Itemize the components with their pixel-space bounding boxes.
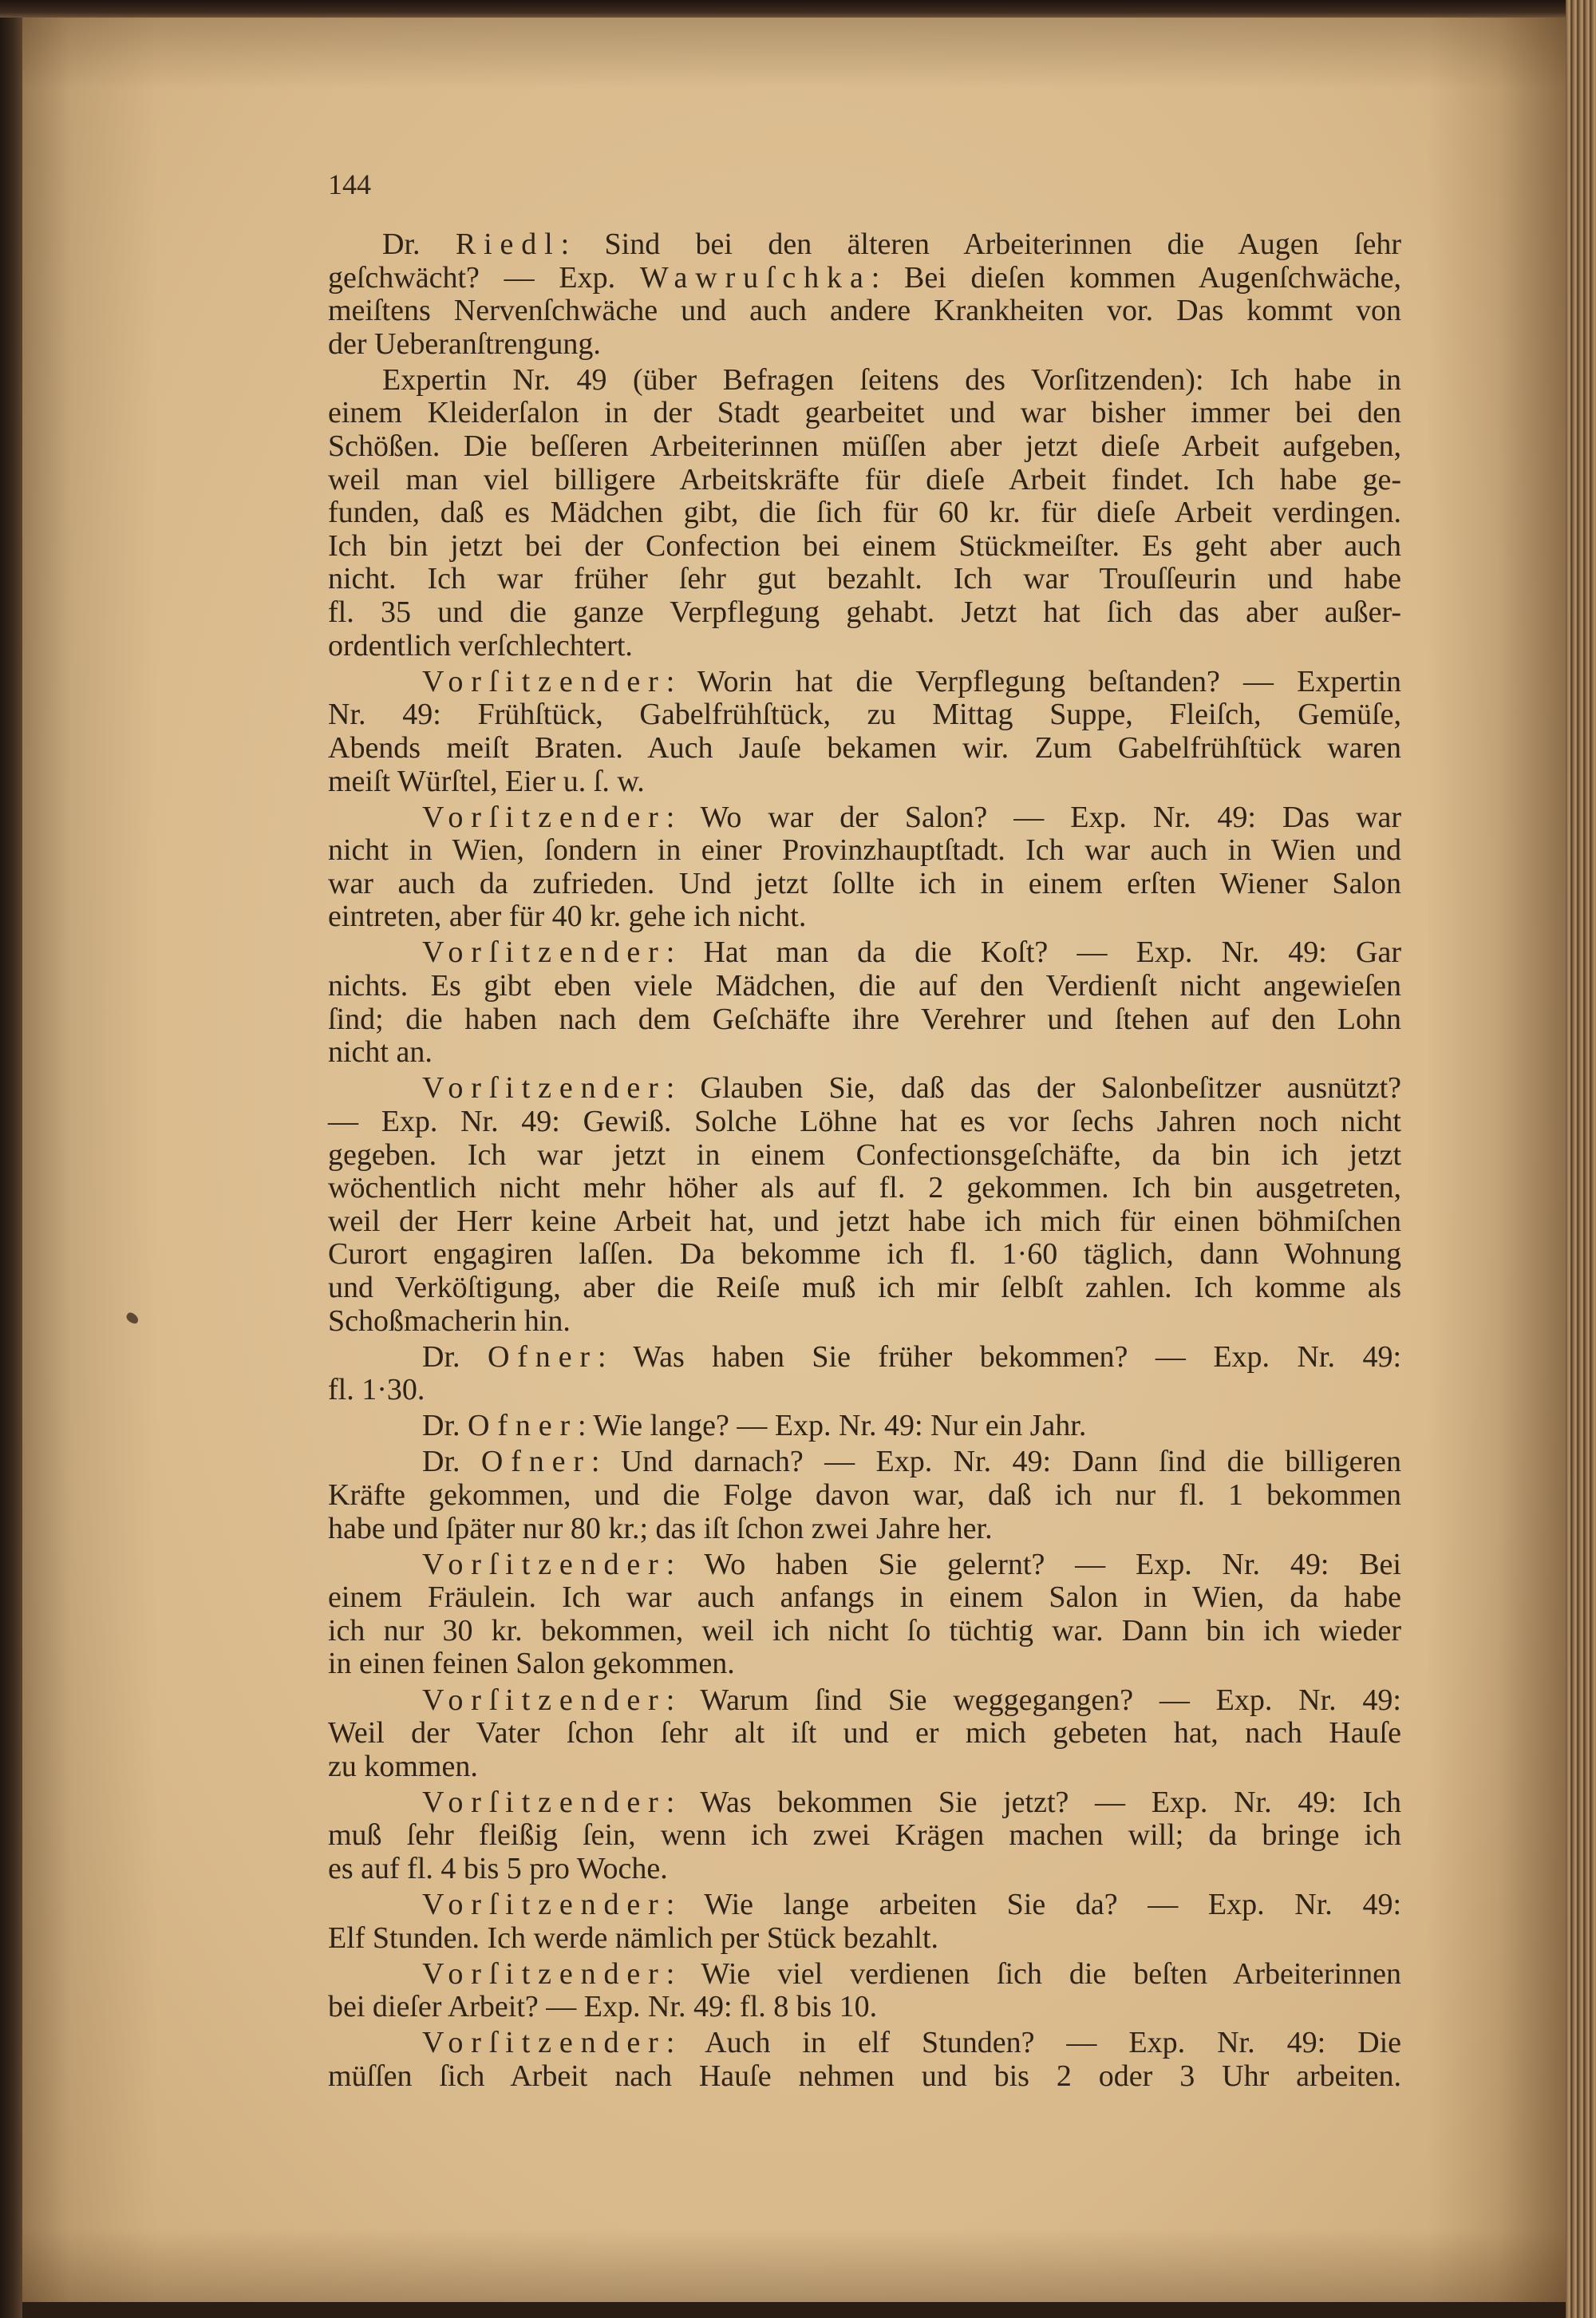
text-line	[328, 1341, 1401, 1375]
text-line	[328, 262, 1401, 295]
book-page-edges	[1566, 0, 1596, 2318]
text-line: weil man viel billigere Arbeitskräfte für dieſe Arbeit findet. Ich habe ge-	[328, 462, 1401, 496]
text-line: Kräfte gekommen, und die Folge davon war, daß ich nur fl. 1 bekommen	[328, 1477, 1401, 1512]
text-line: habe und ſpäter nur 80 kr.; das iſt ſchon zwei Jahre her.	[328, 1511, 993, 1545]
text-line: wöchentlich nicht mehr höher als auf fl. 2 gekommen. Ich bin ausgetreten,	[328, 1171, 1401, 1205]
speaker-name: Vorſitzender	[422, 2026, 666, 2060]
text-line: in einen feinen Salon gekommen.	[328, 1647, 735, 1681]
text-line	[328, 936, 1401, 970]
line-text: : Was haben Sie früher bekommen? — Exp. Nr. 49:	[597, 1339, 1401, 1374]
paragraph	[328, 801, 1401, 934]
text-line: ich nur 30 kr. bekommen, weil ich nicht ſo tüchtig war. Dann bin ich wieder	[328, 1613, 1401, 1648]
paragraph	[328, 228, 1401, 361]
speaker-title: Dr.	[422, 1409, 468, 1443]
line-text: : Wo war der Salon? — Exp. Nr. 49: Das war	[666, 800, 1401, 834]
line-text: : Hat man da die Koſt? — Exp. Nr. 49: Gar	[666, 936, 1401, 970]
speaker-title: Dr.	[422, 1339, 488, 1374]
line-text: : Glauben Sie, daß das der Salonbeſitzer ausnützt?	[666, 1071, 1401, 1106]
speaker-name: Vorſitzender	[422, 1956, 666, 1991]
text-line: meiſtens Nervenſchwäche und auch andere Krankheiten vor. Das kommt von	[328, 294, 1401, 328]
line-text: : Bei dieſen kommen Augenſchwäche,	[871, 260, 1401, 295]
paragraph	[328, 2027, 1401, 2093]
line-text: : Warum ſind Sie weggegangen? — Exp. Nr. 49:	[666, 1683, 1401, 1717]
paragraph	[328, 1072, 1401, 1338]
paragraph	[328, 936, 1401, 1069]
line-text: : Was bekommen Sie jetzt? — Exp. Nr. 49: Ich	[666, 1785, 1401, 1819]
paragraph	[328, 1446, 1401, 1545]
text-line: ordentlich verſchlechtert.	[328, 628, 633, 663]
text-line: Ich bin jetzt bei der Confection bei einem Stückmeiſter. Es geht aber auch	[328, 528, 1401, 563]
text-line: fl. 1·30.	[328, 1373, 425, 1407]
line-text: : Und darnach? — Exp. Nr. 49: Dann ſind die billigeren	[591, 1445, 1401, 1479]
speaker-name: Vorſitzender	[422, 1785, 666, 1819]
text-line: Schoßmacherin hin.	[328, 1303, 571, 1338]
text-line: es auf fl. 4 bis 5 pro Woche.	[328, 1852, 668, 1885]
text-line: Nr. 49: Frühſtück, Gabelfrühſtück, zu Mittag Suppe, Fleiſch, Gemüſe,	[328, 698, 1401, 732]
line-text: : Sind bei den älteren Arbeiterinnen die Augen ſehr	[560, 227, 1402, 261]
book-binding-edge	[0, 0, 22, 2318]
text-line: Schößen. Die beſſeren Arbeiterinnen müſſen aber jetzt dieſe Arbeit aufgeben,	[328, 429, 1401, 464]
text-line	[328, 1410, 1401, 1443]
text-line: muß ſehr fleißig ſein, wenn ich zwei Krägen machen will; da bringe ich	[328, 1818, 1401, 1853]
speaker-name: Wawruſchka	[639, 260, 871, 295]
text-line: nicht in Wien, ſondern in einer Provinzhauptſtadt. Ich war auch in Wien und	[328, 833, 1401, 868]
speaker-name: Vorſitzender	[422, 664, 666, 698]
text-line: bei dieſer Arbeit? — Exp. Nr. 49: fl. 8 bis 10.	[328, 1990, 878, 2024]
text-line: zu kommen.	[328, 1749, 478, 1783]
speaker-name: Vorſitzender	[422, 800, 666, 834]
body-text	[328, 228, 1401, 2094]
text-line	[328, 1889, 1401, 1922]
line-text: : Wie lange arbeiten Sie da? — Exp. Nr. 49:	[666, 1888, 1401, 1922]
paragraph	[328, 1410, 1401, 1443]
text-line: Weil der Vater ſchon ſehr alt iſt und er mich gebeten hat, nach Hauſe	[328, 1716, 1401, 1750]
text-line	[328, 1549, 1401, 1582]
text-line: einem Kleiderſalon in der Stadt gearbeitet und war bisher immer bei den	[328, 396, 1401, 430]
text-line: der Ueberanſtrengung.	[328, 326, 601, 361]
text-line	[328, 666, 1401, 699]
speaker-name: Vorſitzender	[422, 1547, 666, 1581]
paragraph	[328, 364, 1401, 663]
text-line: gegeben. Ich war jetzt in einem Confectionsgeſchäfte, da bin ich jetzt	[328, 1137, 1401, 1172]
page-number: 144	[328, 168, 371, 200]
text-line	[328, 1786, 1401, 1820]
paragraph	[328, 1341, 1401, 1407]
text-line: Elf Stunden. Ich werde nämlich per Stück bezahlt.	[328, 1920, 939, 1955]
text-line: meiſt Würſtel, Eier u. ſ. w.	[328, 764, 645, 798]
text-line	[328, 1072, 1401, 1106]
text-line: Expertin Nr. 49 (über Befragen ſeitens des Vorſitzenden): Ich habe in	[382, 362, 1401, 397]
text-line	[328, 2027, 1401, 2060]
speaker-name: Ofner	[480, 1445, 591, 1479]
paragraph	[328, 1889, 1401, 1955]
text-line: funden, daß es Mädchen gibt, die ſich für 60 kr. für dieſe Arbeit verdingen.	[328, 496, 1401, 530]
text-line: weil der Herr keine Arbeit hat, und jetzt habe ich mich für einen böhmiſchen	[328, 1204, 1401, 1238]
paragraph	[328, 1958, 1401, 2024]
line-text: : Worin hat die Verpflegung beſtanden? — Expertin	[666, 664, 1401, 698]
text-line: fl. 35 und die ganze Verpflegung gehabt. Jetzt hat ſich das aber außer-	[328, 595, 1401, 630]
speaker-name: Vorſitzender	[422, 1888, 666, 1922]
paragraph	[328, 1684, 1401, 1784]
text-line: nichts. Es gibt eben viele Mädchen, die auf den Verdienſt nicht angewieſen	[328, 969, 1401, 1003]
text-line	[328, 1958, 1401, 1992]
text-line: nicht an.	[328, 1035, 433, 1070]
text-line: Abends meiſt Braten. Auch Jauſe bekamen wir. Zum Gabelfrühſtück waren	[328, 730, 1401, 765]
text-line: und Verköſtigung, aber die Reiſe muß ich mir ſelbſt zahlen. Ich komme als	[328, 1270, 1401, 1304]
paragraph	[328, 1786, 1401, 1886]
text-line	[328, 1684, 1401, 1718]
speaker-title: Dr.	[382, 227, 456, 261]
text-line: Curort engagiren laſſen. Da bekomme ich fl. 1·60 täglich, dann Wohnung	[328, 1237, 1401, 1272]
text-line: nicht. Ich war früher ſehr gut bezahlt. Ich war Trouſſeurin und habe	[328, 562, 1401, 596]
line-text: : Wie lange? — Exp. Nr. 49: Nur ein Jahr.	[578, 1409, 1087, 1443]
paragraph	[328, 666, 1401, 798]
text-line: einem Fräulein. Ich war auch anfangs in einem Salon in Wien, da habe	[328, 1580, 1401, 1615]
speaker-name: Vorſitzender	[422, 936, 666, 970]
text-line: müſſen ſich Arbeit nach Hauſe nehmen und bis 2 oder 3 Uhr arbeiten.	[328, 2059, 1401, 2094]
speaker-title: Dr.	[422, 1445, 481, 1479]
paragraph	[328, 1549, 1401, 1681]
line-text: geſchwächt? — Exp.	[328, 260, 640, 295]
text-line: ſind; die haben nach dem Geſchäfte ihre Verehrer und ſtehen auf den Lohn	[328, 1002, 1401, 1036]
speaker-name: Ofner	[487, 1339, 598, 1374]
text-line	[328, 228, 1401, 262]
speaker-name: Vorſitzender	[422, 1683, 666, 1717]
top-scan-edge	[0, 0, 1596, 18]
line-text: : Wo haben Sie gelernt? — Exp. Nr. 49: Bei	[666, 1547, 1401, 1581]
speaker-name: Riedl	[455, 227, 561, 261]
text-line	[328, 801, 1401, 835]
speaker-name: Vorſitzender	[422, 1071, 666, 1106]
text-line: — Exp. Nr. 49: Gewiß. Solche Löhne hat es vor ſechs Jahren noch nicht	[328, 1104, 1401, 1138]
line-text: : Auch in elf Stunden? — Exp. Nr. 49: Die	[666, 2026, 1401, 2060]
line-text: : Wie viel verdienen ſich die beſten Arbeiterinnen	[666, 1956, 1401, 1991]
text-line: war auch da zufrieden. Und jetzt ſollte ich in einem erſten Wiener Salon	[328, 866, 1401, 900]
text-line: eintreten, aber für 40 kr. gehe ich nicht.	[328, 900, 807, 934]
text-line	[328, 1446, 1401, 1479]
speaker-name: Ofner	[468, 1409, 579, 1443]
